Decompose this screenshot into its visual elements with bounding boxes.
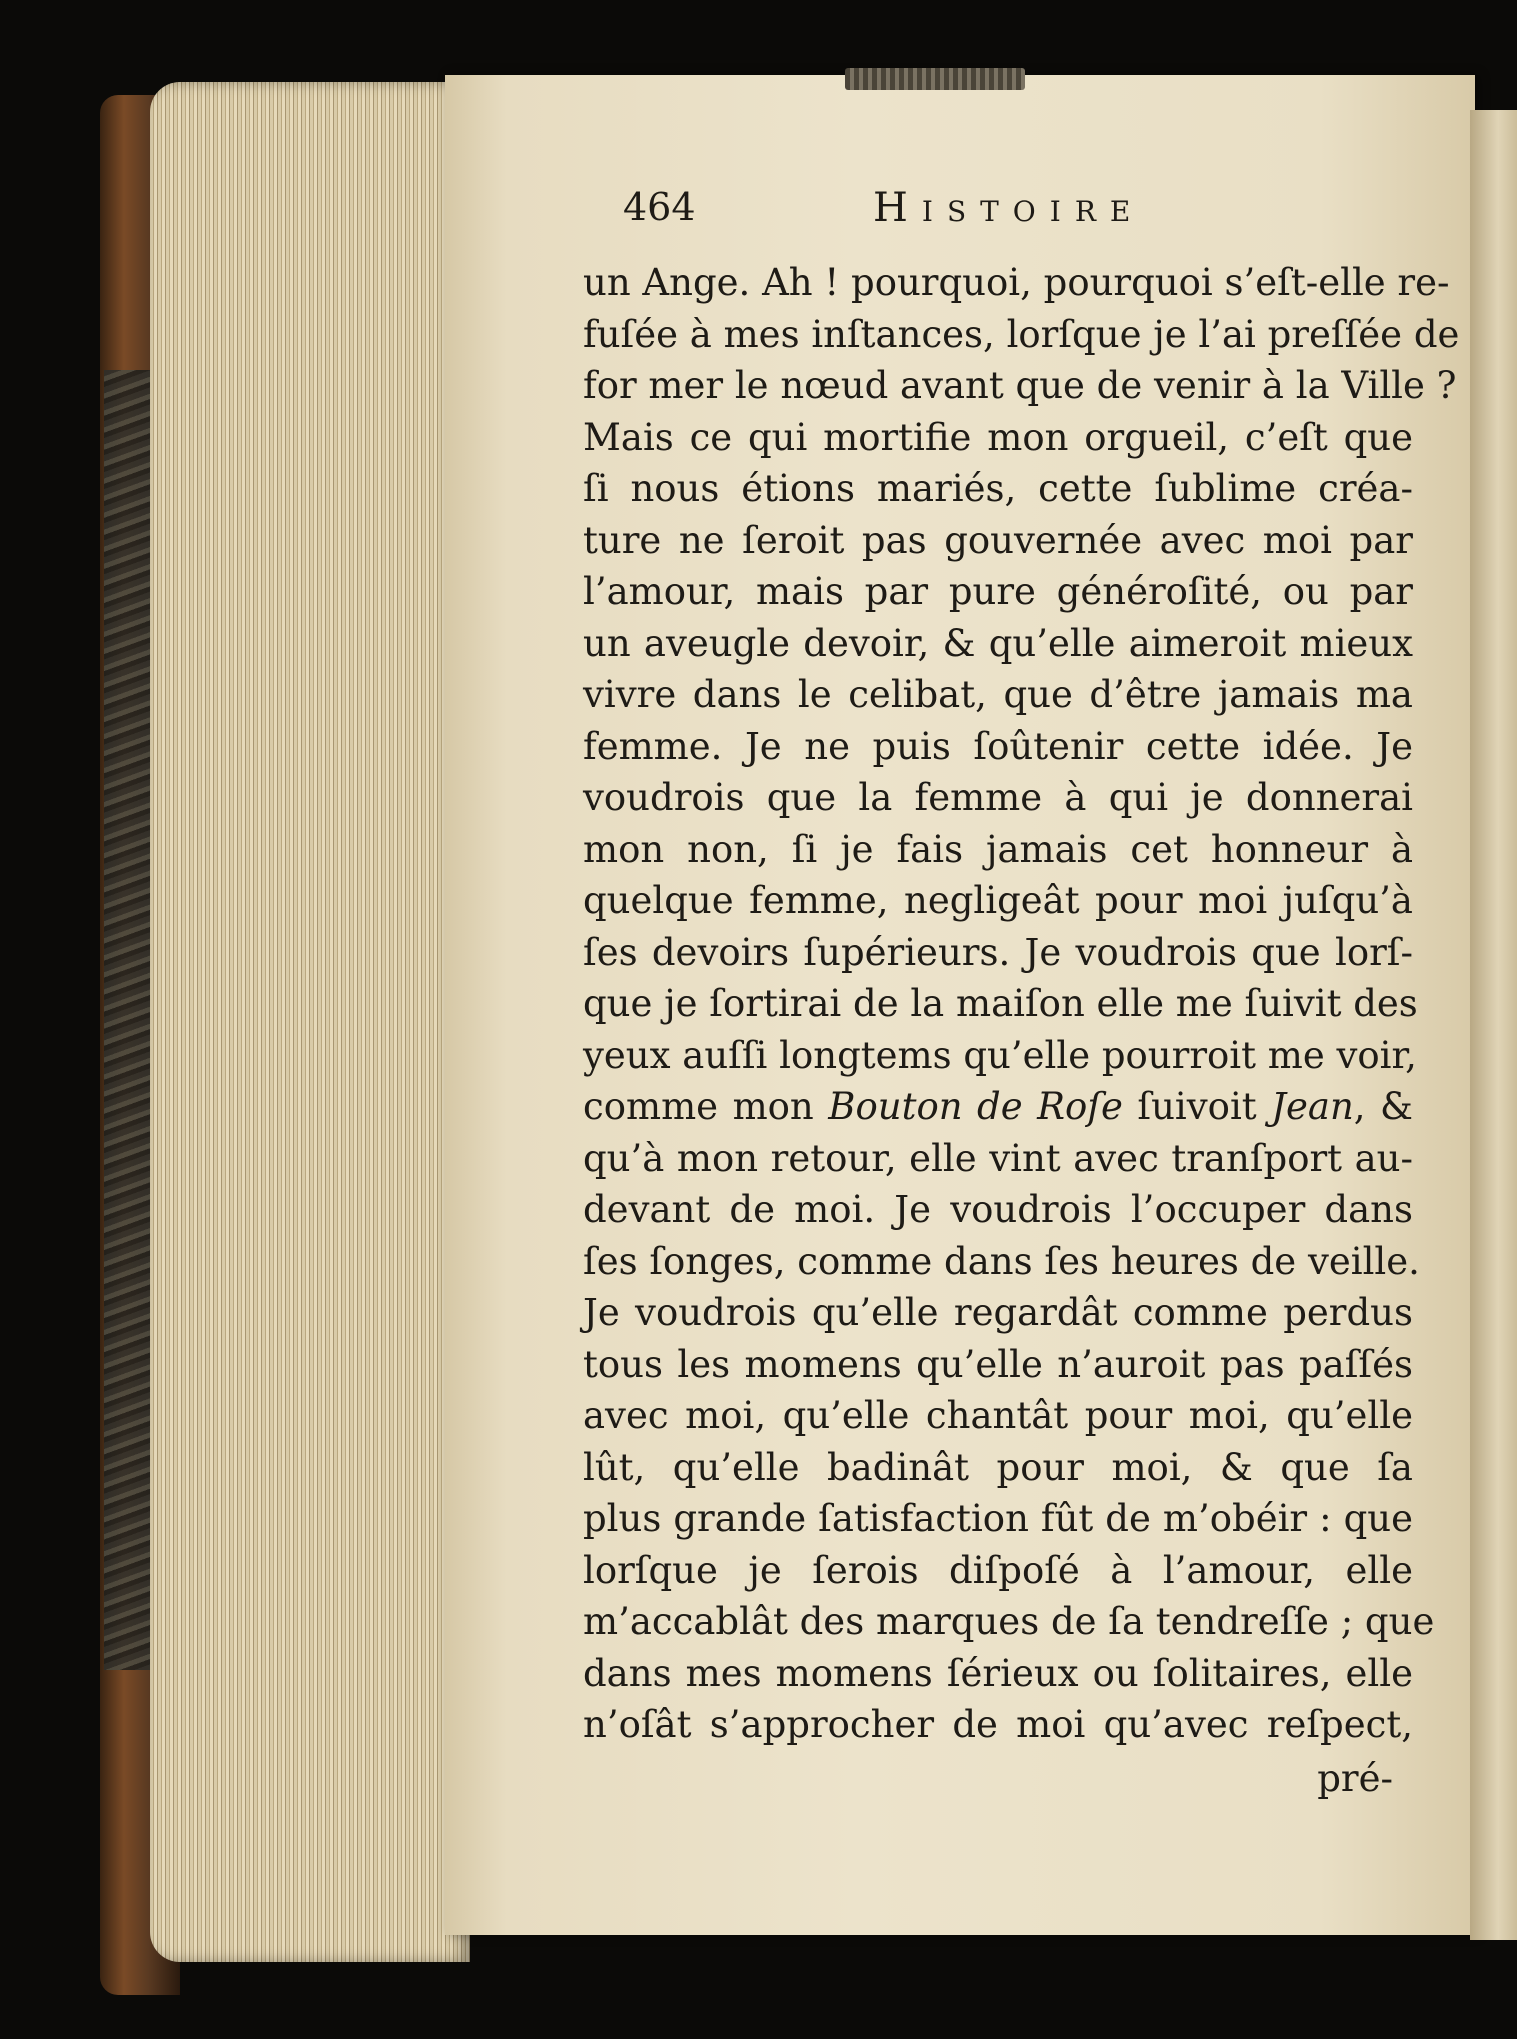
text-line: l’amour, mais par pure généroſité, ou par — [583, 570, 1413, 613]
running-head — [583, 185, 1413, 247]
italic-name: Jean — [1271, 1085, 1354, 1128]
text-line: n’oſât s’approcher de moi qu’avec reſpect, — [583, 1703, 1413, 1746]
facing-page-edge — [1470, 110, 1517, 1940]
text-line: for mer le nœud avant que de venir à la Ville ? — [583, 364, 1457, 407]
italic-title: Bouton de Roſe — [828, 1085, 1123, 1128]
text-line: vivre dans le celibat, que d’être jamais ma — [583, 673, 1413, 716]
text-line: fuſée à mes inſtances, lorſque je l’ai preſſée de — [583, 312, 1460, 356]
text-line: avec moi, qu’elle chantât pour moi, qu’elle — [583, 1394, 1413, 1437]
text-line: tous les momens qu’elle n’auroit pas paſſés — [583, 1342, 1413, 1386]
text-line: voudrois que la femme à qui je donnerai — [583, 776, 1413, 819]
page-edges — [150, 82, 470, 1962]
text-line: Mais ce qui mortifie mon orgueil, c’eſt que — [583, 415, 1413, 459]
text-line: yeux auſſi longtems qu’elle pourroit me voir, — [583, 1033, 1417, 1077]
text-line: que je ſortirai de la maiſon elle me ſuivit des — [583, 982, 1418, 1025]
text-line: plus grande ſatisfaction fût de m’obéir : que — [583, 1497, 1413, 1540]
page-clip — [845, 68, 1025, 90]
text-line: ture ne ſeroit pas gouvernée avec moi par — [583, 518, 1413, 562]
text-line: ſi nous étions mariés, cette ſublime créa- — [583, 467, 1413, 510]
text-line: mon non, ſi je fais jamais cet honneur à — [583, 827, 1413, 871]
text-line: un aveugle devoir, & qu’elle aimeroit mieux — [583, 621, 1413, 665]
catchword: pré- — [1317, 1756, 1393, 1800]
text-line: ſes devoirs ſupérieurs. Je voudrois que lorſ- — [583, 930, 1413, 974]
text-line: devant de moi. Je voudrois l’occuper dans — [583, 1188, 1413, 1231]
text-line: lorſque je ſerois diſpoſé à l’amour, elle — [583, 1548, 1413, 1592]
spine-marbling — [104, 370, 154, 1670]
text-line: qu’à mon retour, elle vint avec tranſport au- — [583, 1136, 1413, 1180]
text-line: Je voudrois qu’elle regardât comme perdus — [583, 1291, 1413, 1334]
text-lines — [583, 257, 1460, 1081]
text-line: dans mes momens ſérieux ou ſolitaires, elle — [583, 1651, 1413, 1695]
page-header: Histoire — [873, 185, 1145, 231]
text-line: un Ange. Ah ! pourquoi, pourquoi s’eſt-elle re- — [583, 261, 1450, 304]
text-line: m’accablât des marques de ſa tendreſſe ; que — [583, 1600, 1435, 1643]
text-line: lût, qu’elle badinât pour moi, & que ſa — [583, 1445, 1413, 1489]
text-line: femme. Je ne puis ſoûtenir cette idée. Je — [583, 724, 1413, 768]
page-number: 464 — [623, 185, 696, 229]
text-line-italic: comme mon Bouton de Roſe ſuivoit Jean, & — [583, 1085, 1413, 1128]
page-text — [583, 185, 1460, 1807]
text-line: quelque femme, negligeât pour moi juſqu’à — [583, 879, 1413, 922]
text-lines-continued — [583, 1133, 1435, 1751]
text-line: ſes ſonges, comme dans ſes heures de veille. — [583, 1239, 1420, 1283]
